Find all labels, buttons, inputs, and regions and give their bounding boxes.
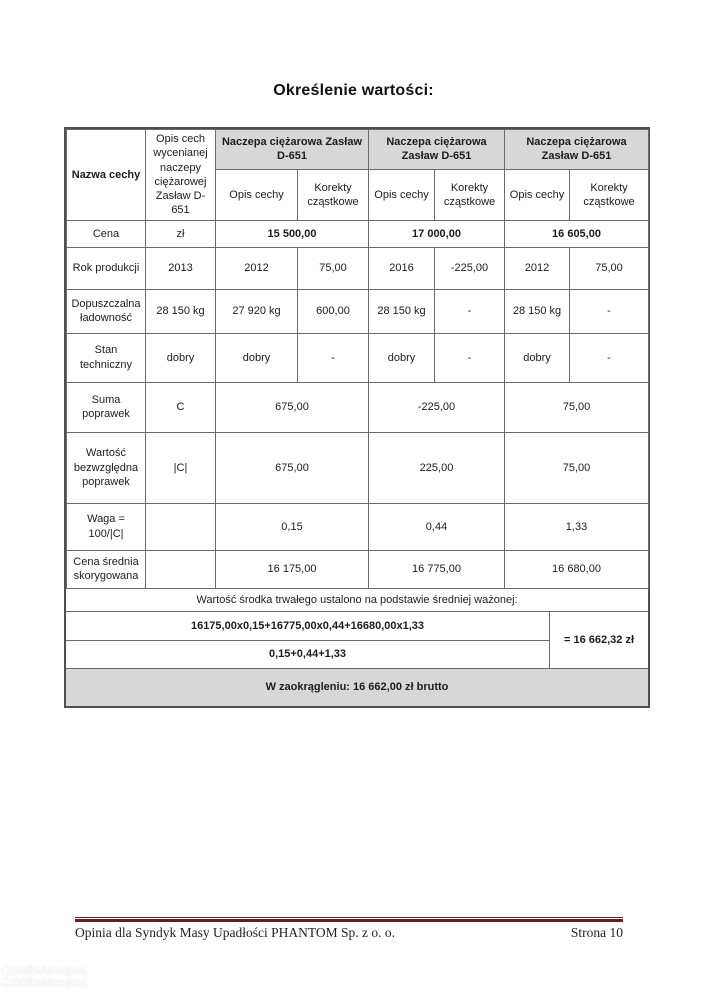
group-header-cell: Naczepa ciężarowa Zasław D-651	[505, 130, 649, 170]
page-footer	[75, 917, 623, 941]
table-row	[67, 247, 649, 289]
formula-numerator: 16175,00x0,15+16775,00x0,44+16680,00x1,33	[66, 612, 549, 641]
value-cell: 16 605,00	[505, 220, 649, 247]
subheader-cell: Korekty cząstkowe	[570, 169, 649, 220]
value-cell: -	[298, 333, 369, 382]
formula-denominator: 0,15+0,44+1,33	[268, 648, 347, 661]
value-cell: 28 150 kg	[505, 289, 570, 333]
value-cell: 27 920 kg	[216, 289, 298, 333]
value-cell: 16 175,00	[216, 550, 369, 588]
value-cell: -	[570, 333, 649, 382]
value-cell: 0,44	[369, 503, 505, 550]
subheader-cell: Opis cechy	[505, 169, 570, 220]
row-desc: zł	[146, 220, 216, 247]
value-cell: 16 680,00	[505, 550, 649, 588]
formula-fraction	[66, 612, 550, 668]
footer-divider	[75, 917, 623, 922]
row-label: Stan techniczny	[67, 333, 146, 382]
row-label: Waga = 100/|C|	[67, 503, 146, 550]
value-cell: dobry	[216, 333, 298, 382]
value-cell: 17 000,00	[369, 220, 505, 247]
table-row	[67, 289, 649, 333]
value-cell: 2012	[216, 247, 298, 289]
value-cell: 225,00	[369, 432, 505, 503]
corner-header-cell: Nazwa cechy	[67, 130, 146, 221]
value-cell: 675,00	[216, 382, 369, 432]
value-cell: 28 150 kg	[369, 289, 435, 333]
row-desc: dobry	[146, 333, 216, 382]
row-desc: 28 150 kg	[146, 289, 216, 333]
table-row	[67, 382, 649, 432]
value-cell: -	[570, 289, 649, 333]
footer-left-text: Opinia dla Syndyk Masy Upadłości PHANTOM Sp. z o. o.	[75, 925, 395, 940]
value-cell: 1,33	[505, 503, 649, 550]
illegible-watermark: GSWlbxMmojrcej GSWlbxMmojrcej	[1, 963, 87, 990]
row-label: Wartość bezwzględna poprawek	[67, 432, 146, 503]
value-cell: -225,00	[435, 247, 505, 289]
value-cell: -225,00	[369, 382, 505, 432]
value-cell: dobry	[505, 333, 570, 382]
row-label: Suma poprawek	[67, 382, 146, 432]
row-desc	[146, 550, 216, 588]
value-cell: 15 500,00	[216, 220, 369, 247]
row-desc: 2013	[146, 247, 216, 289]
subheader-cell: Opis cechy	[216, 169, 298, 220]
table-row	[67, 220, 649, 247]
value-cell: 2016	[369, 247, 435, 289]
valuation-table-wrap	[64, 127, 650, 708]
table-row	[67, 503, 649, 550]
subheader-cell: Korekty cząstkowe	[435, 169, 505, 220]
value-cell: 75,00	[505, 382, 649, 432]
value-cell: 675,00	[216, 432, 369, 503]
subheader-cell: Korekty cząstkowe	[298, 169, 369, 220]
formula-result: = 16 662,32 zł	[563, 633, 635, 646]
row-label: Cena	[67, 220, 146, 247]
value-cell: -	[435, 289, 505, 333]
table-row	[67, 550, 649, 588]
value-cell: dobry	[369, 333, 435, 382]
value-cell: 75,00	[298, 247, 369, 289]
value-cell: 75,00	[505, 432, 649, 503]
table-row	[67, 333, 649, 382]
subheader-cell: Opis cechy	[369, 169, 435, 220]
value-cell: 2012	[505, 247, 570, 289]
valuation-table	[66, 129, 649, 589]
rounded-value-row: W zaokrągleniu: 16 662,00 zł brutto	[66, 669, 648, 706]
row-desc	[146, 503, 216, 550]
value-cell: -	[435, 333, 505, 382]
value-cell: 600,00	[298, 289, 369, 333]
weighted-average-note: Wartość środka trwałego ustalono na podstawie średniej ważonej:	[66, 589, 648, 612]
weighted-average-formula	[66, 612, 648, 669]
row-desc: |C|	[146, 432, 216, 503]
row-label: Cena średnia skorygowana	[67, 550, 146, 588]
row-label: Dopuszczalna ładowność	[67, 289, 146, 333]
value-cell: 16 775,00	[369, 550, 505, 588]
row-label: Rok produkcji	[67, 247, 146, 289]
group-header-cell: Naczepa ciężarowa Zasław D-651	[216, 130, 369, 170]
row-desc: C	[146, 382, 216, 432]
group-header-cell: Naczepa ciężarowa Zasław D-651	[369, 130, 505, 170]
footer-page-number: Strona 10	[570, 925, 623, 940]
value-cell: 0,15	[216, 503, 369, 550]
desc-header-cell: Opis cech wycenianej naczepy ciężarowej Zasław D-651	[146, 130, 216, 221]
table-row	[67, 432, 649, 503]
page-title: Określenie wartości:	[273, 82, 434, 99]
value-cell: 75,00	[570, 247, 649, 289]
